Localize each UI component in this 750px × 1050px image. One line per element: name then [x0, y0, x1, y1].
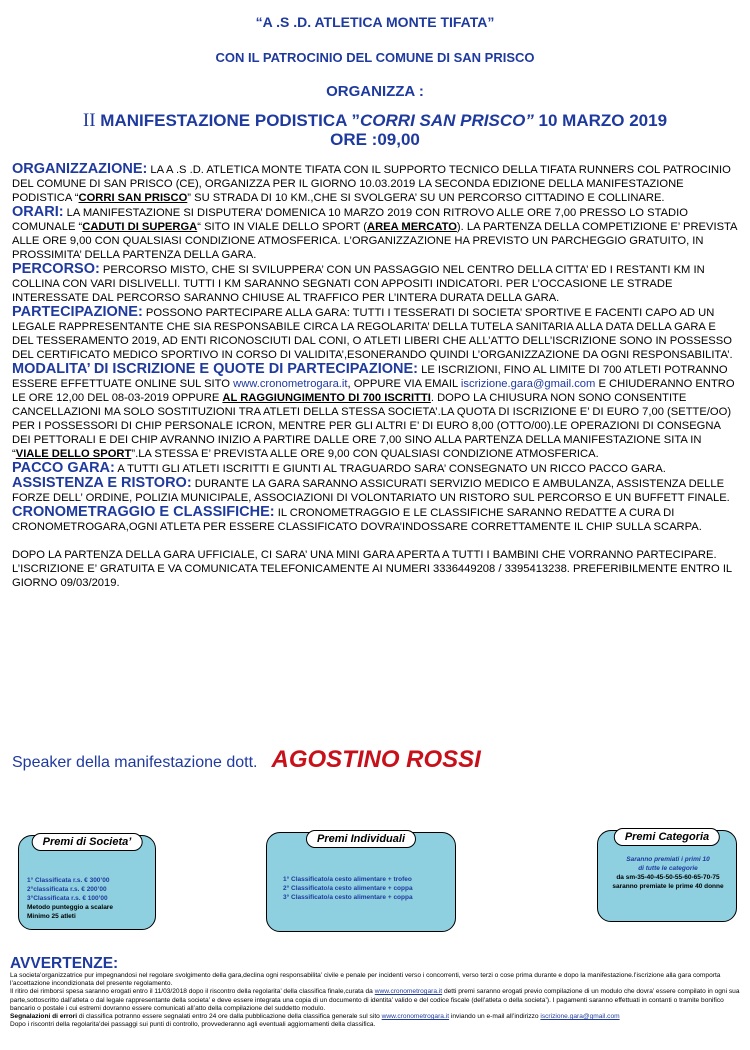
- regulation-body: [12, 162, 740, 590]
- prize-line: 2° Classificato/a cesto alimentare + coppa: [283, 885, 413, 892]
- section-text: LA A .S .D. ATLETICA MONTE TIFATA CON IL SUPPORTO TECNICO DELLA TIFATA RUNNERS COL PATROCINIO DEL COMUNE DI SAN PRISCO (CE), ORGANIZZA PER IL GIORNO 10.03.2019 LA SECONDA EDIZIONE DELLA MANIFESTAZIONE PODISTICA “: [12, 164, 731, 204]
- section-text: LA MANIFESTAZIONE SI DISPUTERA’ DOMENICA 10 MARZO 2019 CON RITROVO ALLE ORE 7,00 PRESSO LO STADIO COMUNALE “: [12, 207, 688, 233]
- website-link[interactable]: www.cronometrogara.it: [233, 378, 348, 390]
- event-title-main: MANIFESTAZIONE PODISTICA ”: [95, 111, 361, 130]
- section-percorso: [12, 262, 740, 305]
- section-pacco-gara: [12, 461, 740, 476]
- section-text: ” SU STRADA DI 10 KM.,CHE SI SVOLGERA’ SU UN PERCORSO CITTADINO E COLLINARE.: [187, 192, 665, 204]
- section-organizzazione: [12, 162, 740, 205]
- prize-box-individuali: [266, 832, 456, 932]
- prize-list: [27, 876, 113, 921]
- speaker-label: Speaker della manifestazione dott.: [12, 754, 258, 771]
- venue-name: VIALE DELLO SPORT: [15, 448, 132, 460]
- event-title: [0, 110, 750, 132]
- section-text: POSSONO PARTECIPARE ALLA GARA: TUTTI I TESSERATI DI SOCIETA’ SPORTIVE E FACENTI CAPO AD UN LEGALE RAPPRESENTANTE CHE SIA RESPONSABILE CIRCA LA REGOLARITA’ DELLA TUTELA SANITARIA ALLA DATA DELLA GARA E DEL TESSERAMENTO 2019, AD ENTI RICONOSCIUTI DAL CONI, O ATLETI LIBERI CHE ALL’ATTO DELL’ISCRIZIONE SONO IN POSSESSO DEL CERTIFICATO MEDICO SPORTIVO IN CORSO DI VALIDITA’,ESONERANDO QUINDI L’ORGANIZZAZIONE DA OGNI RESPONSABILITA’.: [12, 307, 733, 361]
- section-text: DURANTE LA GARA SARANNO ASSICURATI SERVIZIO MEDICO E AMBULANZA, ASSISTENZA DELLE FORZE DELL’ ORDINE, POLIZIA MUNICIPALE, ASSOCIAZIONI DI VOLONTARIATO UN RISTORO SUL PERCORSO E UN BUFFETT FINALE.: [12, 478, 730, 504]
- section-text: ). LA PARTENZA DELLA COMPETIZIONE E’ PREVISTA ALLE ORE 9,00 CON QUALSIASI CONDIZIONE ATMOSFERICA. L’ORGANIZZAZIONE HA PREVISTO UN PARCHEGGIO GRATUITO, IN PROSSIMITA’ DELLA PARTENZA DELLA GARA.: [12, 221, 737, 261]
- section-text: PERCORSO MISTO, CHE SI SVILUPPERA’ CON UN PASSAGGIO NEL CENTRO DELLA CITTA’ ED I RESTANTI KM IN COLLINA CON VARI DISLIVELLI. TUTTI I KM SARANNO SEGNATI CON APPOSITI INDICATORI. PER L’OCCASIONE LE STRADE INTERESSATE DAL PERCORSO SARANNO CHIUSE AL TRAFFICO PER L’INTERA DURATA DELLA GARA.: [12, 264, 705, 304]
- section-label: ASSISTENZA E RISTORO:: [12, 475, 192, 491]
- speaker-line: [12, 746, 740, 774]
- section-orari: [12, 205, 740, 262]
- section-modalita: [12, 362, 740, 461]
- prize-line: 1° Classificato/a cesto alimentare + trofeo: [283, 876, 412, 883]
- section-cronometraggio: [12, 505, 740, 534]
- avvertenze-paragraph: [10, 1013, 740, 1021]
- prize-line: da sm-35-40-45-50-55-60-65-70-75: [616, 874, 720, 881]
- prize-line: 3°Classificata r.s. € 100’00: [27, 895, 108, 902]
- organizza-heading: ORGANIZZA :: [326, 83, 424, 100]
- section-label: PERCORSO:: [12, 261, 100, 277]
- prize-box-societa: [18, 835, 156, 930]
- paragraph-text: inviando un e-mail all’indirizzo: [449, 1013, 541, 1021]
- section-label: CRONOMETRAGGIO E CLASSIFICHE:: [12, 504, 275, 520]
- section-text: ”.LA STESSA E’ PREVISTA ALLE ORE 9,00 CON QUALSIASI CONDIZIONE ATMOSFERICA.: [131, 448, 599, 460]
- paragraph-text: detti premi saranno erogati previo compilazione di un modulo che dovra’ essere compilato in ogni sua parte,sottoscritto dall’atleta o dal legale rappresentante della societa’ e deve essere integrata una copia di un documento di identita’ valido e del codice fiscale (dell’atleta o della societa’). I pagamenti saranno effettuati in contanti o tramite bonifico bancario o postale i cui estremi dovranno essere comunicati all’atto della compilazione del suddetto modulo.: [10, 988, 740, 1012]
- email-link[interactable]: iscrizione.gara@gmail.com: [540, 1013, 620, 1021]
- avvertenze-paragraph: La societa’organizzatrice pur impegnandosi nel regolare svolgimento della gara,declina ogni responsabilita’ civile e penale per incidenti verso i concorrenti, verso terzi o cose prima durante e dopo la manifestazione.l’iscrizione alla gara comporta l’accettazione incondizionata del presente regolamento.: [10, 972, 721, 988]
- website-link[interactable]: www.cronometrogara.it: [381, 1013, 450, 1021]
- section-partecipazione: [12, 305, 740, 362]
- section-text: “ SITO IN VIALE DELLO SPORT (: [197, 221, 367, 233]
- event-date: 10 MARZO 2019: [533, 111, 668, 130]
- prize-title: Premi di Societa’: [32, 833, 143, 851]
- section-label: ORGANIZZAZIONE:: [12, 161, 148, 177]
- section-label: PARTECIPAZIONE:: [12, 304, 143, 320]
- prize-line: saranno premiate le prime 40 donne: [612, 883, 724, 890]
- email-link[interactable]: iscrizione.gara@gmail.com: [460, 378, 596, 390]
- paragraph-text: di classifica potranno essere segnalati entro 24 ore dalla pubblicazione della classifica generale sul sito: [77, 1013, 382, 1021]
- avvertenze-paragraph: [10, 988, 740, 1013]
- prize-line: Minimo 25 atleti: [27, 913, 76, 920]
- paragraph-bold-text: Segnalazioni di errori: [10, 1013, 78, 1021]
- prize-line: 2°classificata r.s. € 200’00: [27, 886, 107, 893]
- section-text: LE ISCRIZIONI, FINO AL LIMITE DI 700 ATLETI POTRANNO ESSERE EFFETTUATE ONLINE SUL SITO: [12, 364, 728, 390]
- event-title-name: CORRI SAN PRISCO”: [360, 111, 534, 130]
- section-label: PACCO GARA:: [12, 460, 115, 476]
- stadium-name: CADUTI DI SUPERGA: [82, 221, 198, 233]
- area-name: AREA MERCATO: [366, 221, 457, 233]
- event-start-time: ORE :09,00: [330, 130, 420, 149]
- prize-title: Premi Categoria: [614, 828, 720, 846]
- limit-notice: AL RAGGIUNGIMENTO DI 700 ISCRITTI: [222, 392, 431, 404]
- prize-title: Premi Individuali: [306, 830, 416, 848]
- prize-line: 3° Classificato/a cesto alimentare + coppa: [283, 894, 413, 901]
- section-assistenza: [12, 476, 740, 505]
- prize-list: [283, 875, 413, 902]
- patronage-line: CON IL PATROCINIO DEL COMUNE DI SAN PRISCO: [215, 50, 535, 65]
- paragraph-text: Il ritiro dei rimborsi spesa saranno erogati entro il 11/03/2018 dopo il riscontro della regolarita’ della classifica finale,curata da: [10, 988, 375, 996]
- section-label: MODALITA’ DI ISCRIZIONE E QUOTE DI PARTECIPAZIONE:: [12, 361, 419, 377]
- avvertenze-text: [10, 972, 740, 1029]
- organization-name: “A .S .D. ATLETICA MONTE TIFATA”: [255, 14, 495, 30]
- avvertenze-paragraph: Dopo i riscontri della regolarita’dei passaggi sui punti di controllo, provvederanno agli eventuali aggiornamenti della classifica.: [10, 1021, 376, 1029]
- avvertenze-heading: AVVERTENZE:: [10, 955, 119, 972]
- section-mini-gara: DOPO LA PARTENZA DELLA GARA UFFICIALE, CI SARA’ UNA MINI GARA APERTA A TUTTI I BAMBINI CHE VORRANNO PARTECIPARE. L’ISCRIZIONE E’ GRATUITA E VA COMUNICATA TELEFONICAMENTE AI NUMERI 3336449208 / 3395413238. PREFERIBILMENTE ENTRO IL GIORNO 09/03/2019.: [12, 549, 732, 589]
- section-text: A TUTTI GLI ATLETI ISCRITTI E GIUNTI AL TRAGUARDO SARA’ CONSEGNATO UN RICCO PACCO GARA.: [114, 463, 666, 475]
- race-name-underlined: CORRI SAN PRISCO: [78, 192, 188, 204]
- speaker-name: AGOSTINO ROSSI: [271, 746, 481, 773]
- section-text: , OPPURE VIA EMAIL: [347, 378, 461, 390]
- section-text: E CHIUDERANNO ENTRO LE ORE 12,00 DEL 08-03-2019 OPPURE: [12, 378, 735, 404]
- section-text: . DOPO LA CHIUSURA NON SONO CONSENTITE CANCELLAZIONI MA SOLO SOSTITUZIONI TRA ATLETI DELLA STESSA SOCIETA’.LA QUOTA DI ISCRIZIONE E’ DI EURO 7,00 (SETTE/OO) PER I POSSESSORI DI CHIP PERSONALE ICRON, MENTRE PER GLI ALTRI E’ DI EURO 8,00 (OTTO/00).LE OPERAZIONI DI CONSEGNA DEI PETTORALI E DEI CHIP AVRANNO INIZIO A PARTIRE DALLE ORE 7,00 SINO ALLA PARTENZA DELLA MANIFESTAZIONE SITA IN “: [12, 392, 732, 460]
- section-label: ORARI:: [12, 204, 64, 220]
- section-text: IL CRONOMETRAGGIO E LE CLASSIFICHE SARANNO REDATTE A CURA DI CRONOMETROGARA,OGNI ATLETA PER ESSERE CLASSIFICATO DOVRA’INDOSSARE CORRETTAMENTE IL CHIP SULLA SCARPA.: [12, 507, 702, 533]
- prize-line: 1° Classificata r.s. € 300’00: [27, 877, 110, 884]
- prize-box-categoria: [597, 830, 737, 922]
- prize-line: Saranno premiati i primi 10: [626, 856, 710, 863]
- prize-list: [598, 855, 738, 891]
- edition-numeral: II: [82, 110, 96, 131]
- prize-line: Metodo punteggio a scalare: [27, 904, 113, 911]
- prize-line: di tutte le categorie: [638, 865, 698, 872]
- website-link[interactable]: www.cronometrogara.it: [374, 988, 443, 996]
